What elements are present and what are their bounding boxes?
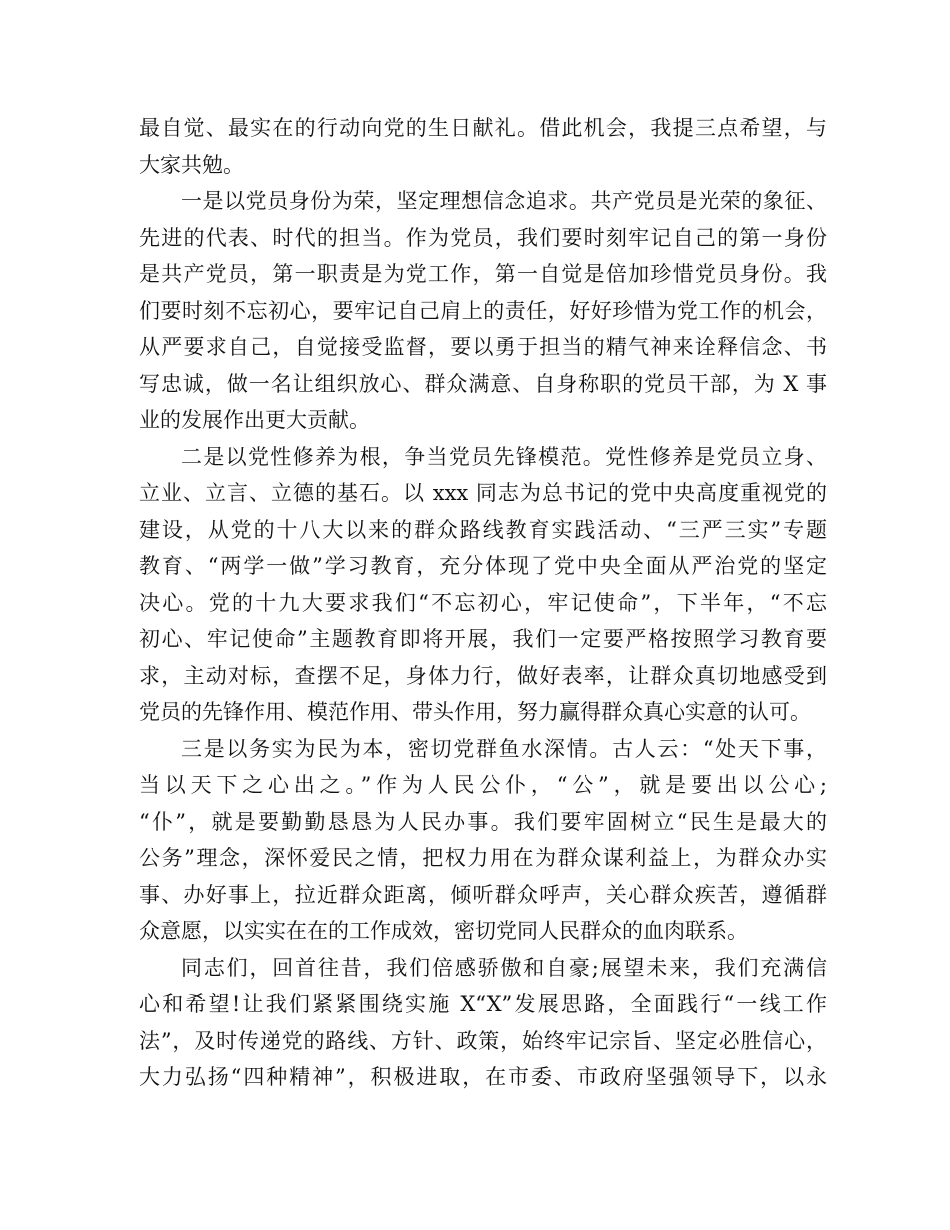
text-line: 法”，及时传递党的路线、方针、政策，始终牢记宗旨、坚定必胜信心，: [139, 1028, 827, 1053]
paragraph-first-line: 三是以务实为民为本，密切党群鱼水深情。古人云：“处天下事，: [181, 736, 827, 761]
text-line: 写忠诚，做一名让组织放心、群众满意、自身称职的党员干部，为 X 事: [139, 371, 827, 396]
text-line: 心和希望!让我们紧紧围绕实施 X“X”发展思路，全面践行“一线工作: [139, 992, 827, 1016]
text-line: 公务”理念，深怀爱民之情，把权力用在为群众谋利益上，为群众办实: [139, 846, 827, 870]
text-line: 们要时刻不忘初心，要牢记自己肩上的责任，好好珍惜为党工作的机会，: [139, 298, 827, 323]
paragraph-first-line: 同志们，回首往昔，我们倍感骄傲和自豪;展望未来，我们充满信: [181, 955, 827, 980]
text-line: 建设，从党的十八大以来的群众路线教育实践活动、“三严三实”专题: [139, 517, 827, 542]
body-text: [139, 110, 827, 1096]
text-line: 大力弘扬“四种精神”，积极进取，在市委、市政府坚强领导下，以永: [139, 1065, 827, 1089]
text-line: 众意愿，以实实在在的工作成效，密切党同人民群众的血肉联系。: [139, 919, 748, 943]
text-line: 从严要求自己，自觉接受监督，要以勇于担当的精气神来诠释信念、书: [139, 335, 827, 359]
text-line: 是共产党员，第一职责是为党工作，第一自觉是倍加珍惜党员身份。我: [139, 262, 827, 286]
paragraph-first-line: 二是以党性修养为根，争当党员先锋模范。党性修养是党员立身、: [181, 444, 827, 469]
text-line: 决心。党的十九大要求我们“不忘初心，牢记使命”，下半年，“不忘: [139, 590, 827, 615]
text-line: 先进的代表、时代的担当。作为党员，我们要时刻牢记自己的第一身份: [139, 225, 827, 250]
text-line: 当以天下之心出之。”作为人民公仆，“公”，就是要出以公心;: [139, 773, 827, 797]
text-line: 事、办好事上，拉近群众距离，倾听群众呼声，关心群众疾苦，遵循群: [139, 882, 827, 907]
text-line: 大家共勉。: [139, 152, 244, 177]
text-line: 党员的先锋作用、模范作用、带头作用，努力赢得群众真心实意的认可。: [139, 700, 811, 724]
text-line: 教育、“两学一做”学习教育，充分体现了党中央全面从严治党的坚定: [139, 554, 827, 578]
text-line: 业的发展作出更大贡献。: [139, 408, 370, 432]
text-line: 初心、牢记使命”主题教育即将开展，我们一定要严格按照学习教育要: [139, 627, 827, 651]
text-line: 最自觉、最实在的行动向党的生日献礼。借此机会，我提三点希望，与: [139, 116, 827, 140]
text-line: 求，主动对标，查摆不足，身体力行，做好表率，让群众真切地感受到: [139, 663, 827, 688]
text-line: 立业、立言、立德的基石。以 xxx 同志为总书记的党中央高度重视党的: [139, 481, 827, 505]
text-line: “仆”，就是要勤勤恳恳为人民办事。我们要牢固树立“民生是最大的: [139, 809, 827, 834]
paragraph-first-line: 一是以党员身份为荣，坚定理想信念追求。共产党员是光荣的象征、: [181, 189, 827, 213]
